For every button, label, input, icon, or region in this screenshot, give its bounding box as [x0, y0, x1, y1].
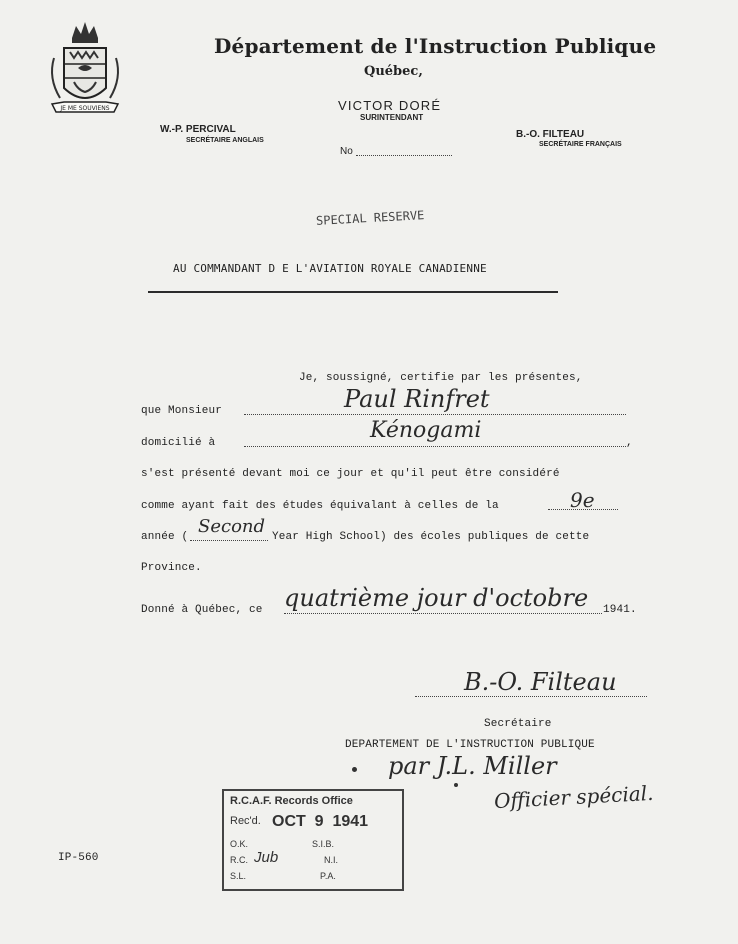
special-reserve-stamp: SPECIAL RESERVE — [315, 208, 425, 228]
stamp-ok-label: O.K. — [230, 839, 249, 849]
ink-mark — [454, 783, 458, 787]
intro-text: Je, soussigné, certifie par les présentes, — [299, 372, 583, 384]
crest-motto: JE ME SOUVIENS — [60, 105, 110, 112]
annee-label: année ( — [141, 531, 189, 543]
city-label: Québec, — [364, 64, 423, 79]
english-secretary-name: W.-P. PERCIVAL — [160, 124, 236, 135]
stamp-pa-label: P.A. — [320, 871, 336, 881]
ink-mark — [352, 767, 357, 772]
domicile-field-line — [244, 446, 626, 447]
domicile-comma: , — [626, 437, 633, 449]
addressee-underline — [148, 291, 558, 293]
monsieur-field-line — [244, 414, 626, 415]
stamp-sib-label: S.I.B. — [312, 839, 335, 849]
stamp-org: R.C.A.F. Records Office — [230, 795, 353, 807]
stamp-sl-label: S.L. — [230, 871, 247, 881]
superintendent-name: VICTOR DORÉ — [338, 98, 442, 113]
by-signature: par J.L. Miller — [388, 752, 557, 780]
stamp-date: OCT 9 1941 — [272, 813, 369, 830]
body-line-studies: comme ayant fait des études équivalant à celles de la — [141, 500, 499, 512]
domicile-handwritten-value: Kénogami — [370, 418, 482, 443]
french-secretary-name: B.-O. FILTEAU — [516, 129, 585, 140]
date-handwritten-value: quatrième jour d'octobre — [284, 584, 589, 612]
stamp-rc-label: R.C. — [230, 855, 248, 865]
monsieur-label: que Monsieur — [141, 405, 223, 417]
year-field-line — [190, 540, 268, 541]
stamp-rec-label: Rec'd. — [230, 815, 261, 827]
secretary-signature: B.-O. Filteau — [464, 668, 617, 696]
stamp-rc-initials: Jub — [254, 849, 279, 866]
stamp-ni-label: N.I. — [324, 855, 339, 865]
addressee-line: AU COMMANDANT D E L'AVIATION ROYALE CANADIENNE — [173, 262, 487, 275]
special-officer-note: Officier spécial. — [493, 780, 655, 814]
annee-rest-text: Year High School) des écoles publiques de cette — [272, 531, 590, 543]
date-field-line — [284, 613, 602, 614]
department-title: Département de l'Instruction Publique — [214, 34, 657, 58]
coat-of-arms-icon — [44, 18, 126, 126]
grade-handwritten-value: 9e — [570, 488, 595, 512]
province-text: Province. — [141, 562, 202, 574]
form-number: IP-560 — [58, 852, 99, 864]
monsieur-handwritten-name: Paul Rinfret — [344, 385, 490, 413]
year-text: 1941. — [603, 604, 637, 616]
number-field-line — [356, 155, 452, 156]
received-stamp — [222, 789, 404, 891]
french-secretary-title: SECRÉTAIRE FRANÇAIS — [539, 141, 622, 148]
department-caption: DEPARTEMENT DE L'INSTRUCTION PUBLIQUE — [345, 739, 595, 751]
superintendent-title: SURINTENDANT — [360, 113, 424, 122]
given-at-label: Donné à Québec, ce — [141, 604, 263, 616]
year-handwritten-value: Second — [198, 516, 266, 537]
signature-line — [415, 696, 647, 697]
body-line-presented: s'est présenté devant moi ce jour et qu'il peut être considéré — [141, 468, 560, 480]
secretary-title: Secrétaire — [484, 718, 552, 730]
domicile-label: domicilié à — [141, 437, 216, 449]
english-secretary-title: SECRÉTAIRE ANGLAIS — [186, 137, 264, 144]
number-label: No — [340, 146, 353, 157]
